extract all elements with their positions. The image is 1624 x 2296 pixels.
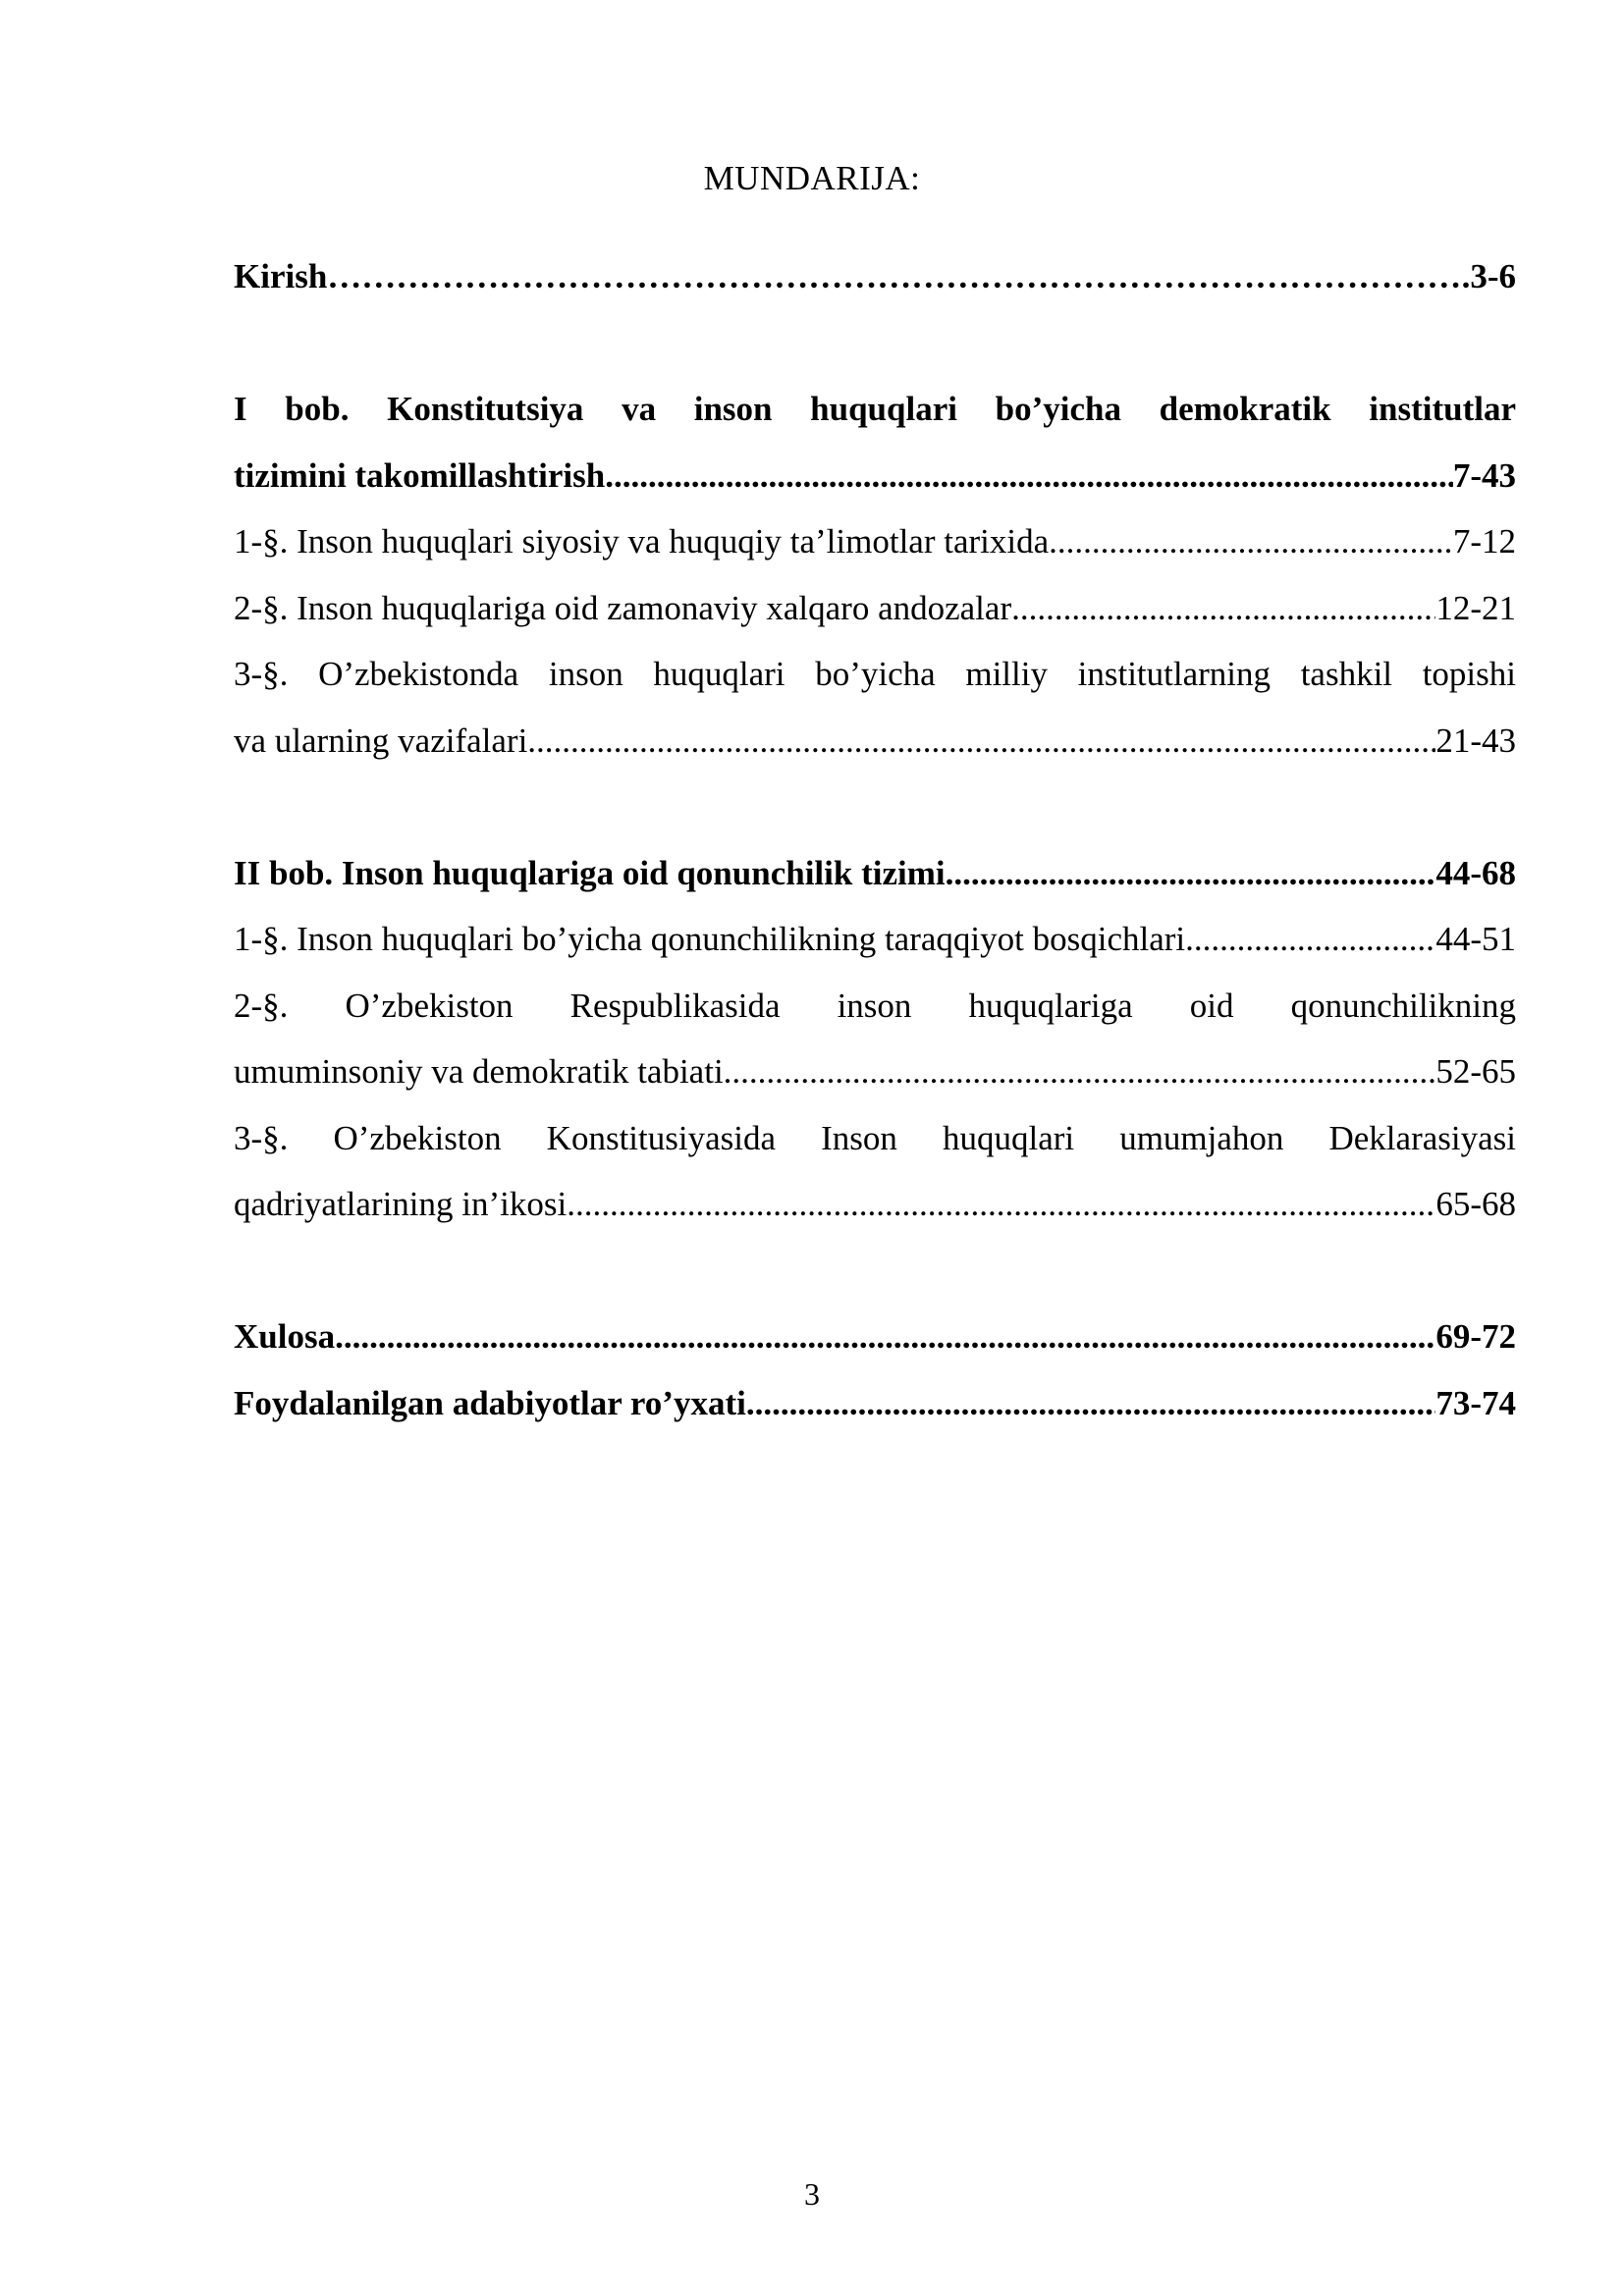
toc-leader <box>724 1039 1436 1105</box>
page-title: MUNDARIJA: <box>703 159 921 197</box>
toc-entry-title: 1-§. Inson huquqlari siyosiy va huquqiy ta’limotlar tarixida <box>234 522 1050 561</box>
toc-entry-title: 2-§. Inson huquqlariga oid zamonaviy xalqaro andozalar <box>234 588 1012 627</box>
toc-leader <box>1011 575 1435 642</box>
toc-entry-title-line2: tizimini takomillashtirish <box>234 455 606 495</box>
toc-entry-title: II bob. Inson huquqlariga oid qonunchilik tizimi <box>234 853 946 892</box>
toc-entry-pages: 44-68 <box>1435 853 1516 892</box>
toc-entry-kirish <box>234 243 1516 310</box>
toc-leader <box>335 1304 1435 1370</box>
toc-entry-section-2-1 <box>234 906 1516 973</box>
toc-entry-title-line2: umuminsoniy va demokratik tabiati <box>234 1052 724 1091</box>
toc-entry-section-1-1 <box>234 508 1516 575</box>
toc-leader <box>567 1171 1435 1238</box>
toc-entry-pages: 7-12 <box>1452 522 1516 561</box>
toc-entry-xulosa <box>234 1304 1516 1370</box>
toc-entry-section-2-2 <box>234 973 1516 1105</box>
toc-entry-pages: 73-74 <box>1435 1383 1516 1422</box>
toc-entry-title: 1-§. Inson huquqlari bo’yicha qonunchilikning taraqqiyot bosqichlari <box>234 920 1186 958</box>
toc-entry-title: Kirish <box>234 257 328 295</box>
toc-entry-pages: 7-43 <box>1452 455 1516 495</box>
toc-entry-title-line1: 3-§. O’zbekistonda inson huquqlari bo’yicha milliy institutlarning tashkil topishi <box>234 655 1516 693</box>
toc-leader <box>605 443 1453 509</box>
page-number: 3 <box>804 2176 820 2212</box>
toc-leader <box>746 1370 1436 1437</box>
toc-entry-pages: 52-65 <box>1435 1052 1516 1091</box>
toc-entry-pages: .3-6 <box>1461 257 1516 295</box>
toc-entry-pages: 12-21 <box>1435 588 1516 627</box>
toc-leader <box>327 243 1461 310</box>
toc-leader <box>1185 906 1435 973</box>
toc-entry-section-1-3 <box>234 641 1516 774</box>
toc-entry-pages: 21-43 <box>1435 721 1516 760</box>
toc-entry-title-line1: I bob. Konstitutsiya va inson huquqlari bo’yicha demokratik institutlar <box>234 390 1516 428</box>
toc-entry-chapter-1 <box>234 376 1516 508</box>
toc-leader <box>527 708 1435 774</box>
toc-entry-title-line2: va ularning vazifalari <box>234 721 528 760</box>
toc-entry-title-line1: 2-§. O’zbekiston Respublikasida inson huquqlariga oid qonunchilikning <box>234 986 1516 1025</box>
toc-entry-title-line2: qadriyatlarining in’ikosi <box>234 1185 568 1223</box>
table-of-contents <box>234 243 1516 1436</box>
toc-entry-title: Foydalanilgan adabiyotlar ro’yxati <box>234 1383 746 1422</box>
toc-entry-pages: 69-72 <box>1435 1317 1516 1356</box>
toc-entry-pages: 44-51 <box>1435 920 1516 958</box>
toc-leader <box>1049 508 1453 575</box>
toc-entry-pages: 65-68 <box>1435 1185 1516 1223</box>
toc-entry-references <box>234 1370 1516 1437</box>
toc-leader <box>946 840 1436 907</box>
toc-entry-chapter-2 <box>234 840 1516 907</box>
toc-entry-section-1-2 <box>234 575 1516 642</box>
toc-entry-title: Xulosa <box>234 1317 336 1356</box>
toc-entry-title-line1: 3-§. O’zbekiston Konstitusiyasida Inson huquqlari umumjahon Deklarasiyasi <box>234 1118 1516 1157</box>
toc-entry-section-2-3 <box>234 1105 1516 1238</box>
